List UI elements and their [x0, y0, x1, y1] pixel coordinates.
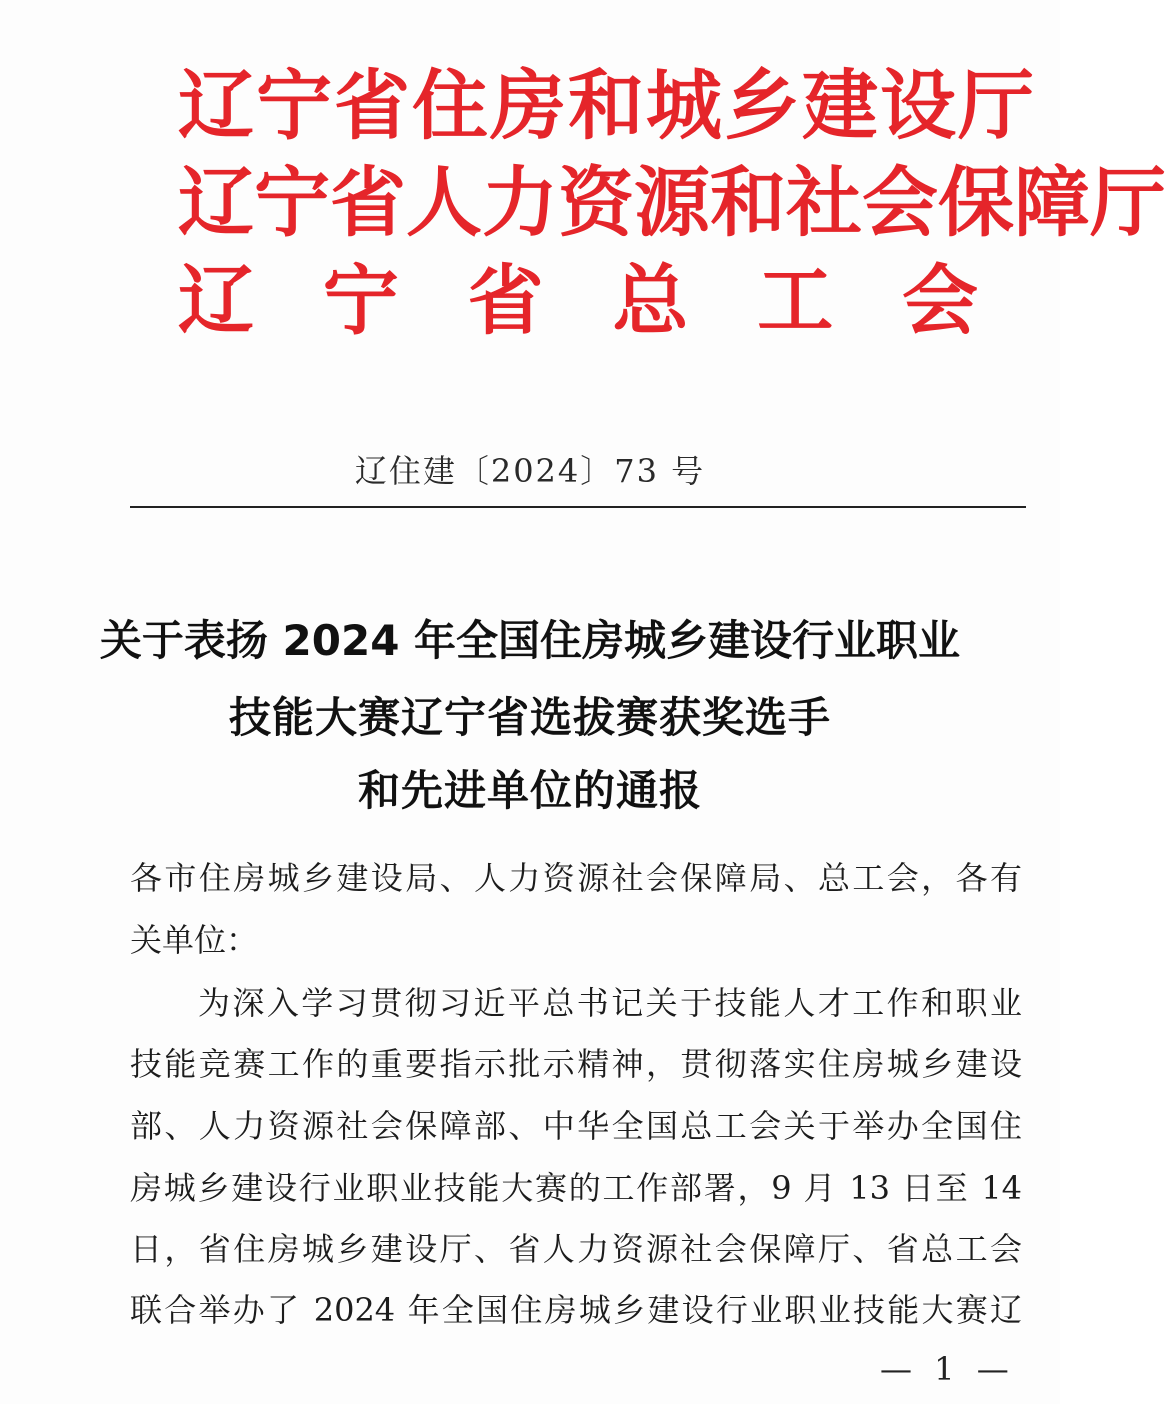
document-number: 辽住建〔2024〕73 号 [354, 452, 706, 490]
document-title-line-1: 关于表扬 2024 年全国住房城乡建设行业职业 [99, 616, 961, 665]
org-char: 总 [612, 256, 689, 345]
org-char: 辽 [178, 256, 254, 345]
issuing-org-federation [178, 256, 978, 345]
paragraph-line-4: 房城乡建设行业职业技能大赛的工作部署，9 月 13 日至 14 [130, 1169, 1022, 1207]
document-title-line-3: 和先进单位的通报 [357, 766, 702, 815]
org-char: 省 [467, 256, 544, 345]
paragraph-line-5: 日，省住房城乡建设厅、省人力资源社会保障厅、省总工会 [130, 1230, 1022, 1268]
org-char: 工 [757, 256, 834, 345]
issuing-org-hr-dept: 辽宁省人力资源和社会保障厅 [178, 158, 1166, 247]
salutation-line-1: 各市住房城乡建设局、人力资源社会保障局、总工会，各有 [130, 859, 1022, 897]
paragraph-line-1: 为深入学习贯彻习近平总书记关于技能人才工作和职业 [198, 984, 1022, 1022]
org-char: 宁 [322, 256, 399, 345]
document-title-line-2: 技能大赛辽宁省选拔赛获奖选手 [228, 693, 831, 742]
salutation-line-2: 关单位： [130, 921, 259, 959]
paragraph-line-3: 部、人力资源社会保障部、中华全国总工会关于举办全国住 [130, 1107, 1022, 1145]
paragraph-line-6: 联合举办了 2024 年全国住房城乡建设行业职业技能大赛辽 [130, 1291, 1022, 1329]
org-char: 会 [901, 256, 978, 345]
header-divider [130, 506, 1026, 508]
paragraph-line-2: 技能竞赛工作的重要指示批示精神，贯彻落实住房城乡建设 [130, 1045, 1022, 1083]
issuing-org-housing-dept: 辽宁省住房和城乡建设厅 [178, 61, 1036, 150]
page-number: — 1 — [880, 1350, 1015, 1388]
